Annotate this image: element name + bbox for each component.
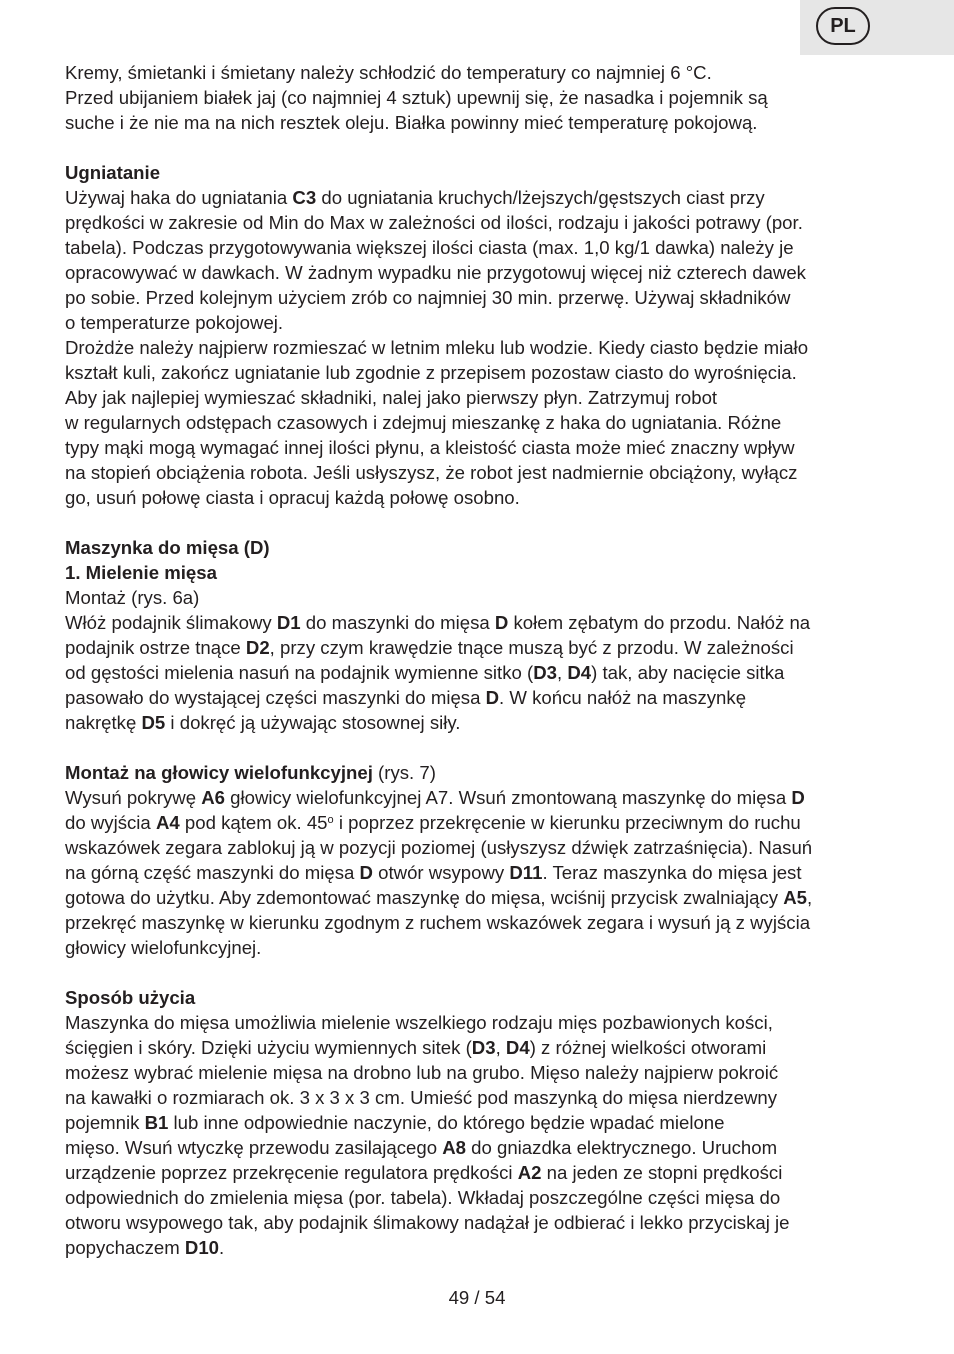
text-line: Montaż (rys. 6a)	[65, 587, 200, 608]
text-line: mięso. Wsuń wtyczkę przewodu zasilającego A8 do gniazdka elektrycznego. Uruchom	[65, 1137, 778, 1158]
text-line: na kawałki o rozmiarach ok. 3 x 3 x 3 cm. Umieść pod maszynką do mięsa nierdzewny	[65, 1087, 778, 1108]
text-line: popychaczem D10.	[65, 1237, 225, 1258]
language-badge: PL	[816, 7, 870, 45]
text-line: ścięgien i skóry. Dzięki użyciu wymiennych sitek (D3, D4) z różnej wielkości otworami	[65, 1037, 767, 1058]
text-line: Włóż podajnik ślimakowy D1 do maszynki do mięsa D kołem zębatym do przodu. Nałóż na	[65, 612, 811, 633]
text-line: opracowywać w dawkach. W żadnym wypadku nie przygotowuj więcej niż czterech dawek	[65, 262, 806, 283]
section-heading-meat-mincer: Maszynka do mięsa (D)	[65, 537, 270, 558]
text-line: urządzenie poprzez przekręcenie regulatora prędkości A2 na jeden ze stopni prędkości	[65, 1162, 783, 1183]
text-line: głowicy wielofunkcyjnej.	[65, 937, 262, 958]
page-content	[65, 60, 895, 1260]
text-line: podajnik ostrze tnące D2, przy czym krawędzie tnące muszą być z przodu. W zależności	[65, 637, 794, 658]
text-line: na górną część maszynki do mięsa D otwór wsypowy D11. Teraz maszynka do mięsa jest	[65, 862, 802, 883]
section-heading-kneading: Ugniatanie	[65, 162, 161, 183]
text-line: Wysuń pokrywę A6 głowicy wielofunkcyjnej A7. Wsuń zmontowaną maszynkę do mięsa D	[65, 787, 805, 808]
text-line: pasowało do wystającej części maszynki do mięsa D. W końcu nałóż na maszynkę	[65, 687, 747, 708]
text-line: Maszynka do mięsa umożliwia mielenie wszelkiego rodzaju mięs pozbawionych kości,	[65, 1012, 773, 1033]
text-line: typy mąki mogą wymagać innej ilości płynu, a kleistość ciasta może mieć znaczny wpływ	[65, 437, 795, 458]
text-line: możesz wybrać mielenie mięsa na drobno lub na grubo. Mięso należy najpierw pokroić	[65, 1062, 779, 1083]
language-tab	[800, 0, 954, 55]
text-line: gotowa do użytku. Aby zdemontować maszynkę do mięsa, wciśnij przycisk zwalniający A5,	[65, 887, 813, 908]
text-line: Aby jak najlepiej wymieszać składniki, nalej jako pierwszy płyn. Zatrzymuj robot	[65, 387, 718, 408]
text-line: po sobie. Przed kolejnym użyciem zrób co najmniej 30 min. przerwę. Używaj składników	[65, 287, 791, 308]
text-line: przekręć maszynkę w kierunku zgodnym z ruchem wskazówek zegara i wysuń ją z wyjścia	[65, 912, 811, 933]
subheading-mincing: 1. Mielenie mięsa	[65, 562, 217, 583]
text-line: odpowiednich do zmielenia mięsa (por. tabela). Wkładaj poszczególne części mięsa do	[65, 1187, 781, 1208]
text-line: w regularnych odstępach czasowych i zdejmuj mieszankę z haka do ugniatania. Różne	[65, 412, 782, 433]
text-line: Przed ubijaniem białek jaj (co najmniej 4 sztuk) upewnij się, że nasadka i pojemnik są	[65, 87, 768, 108]
text-line: pojemnik B1 lub inne odpowiednie naczynie, do którego będzie wpadać mielone	[65, 1112, 725, 1133]
text-line: Drożdże należy najpierw rozmieszać w letnim mleku lub wodzie. Kiedy ciasto będzie miało	[65, 337, 809, 358]
text-line: go, usuń połowę ciasta i opracuj każdą połowę osobno.	[65, 487, 520, 508]
text-line: na stopień obciążenia robota. Jeśli usłyszysz, że robot jest nadmiernie obciążony, wyłącz	[65, 462, 798, 483]
text-line: otworu wsypowego tak, aby podajnik ślimakowy nadążał je odbierać i lekko przyciskaj je	[65, 1212, 790, 1233]
text-line: do wyjścia A4 pod kątem ok. 45$^o$ i poprzez przekręcenie w kierunku przeciwnym do ruchu	[65, 812, 801, 833]
text-line: suche i że nie ma na nich resztek oleju. Białka powinny mieć temperaturę pokojową.	[65, 112, 758, 133]
text-line: nakrętkę D5 i dokręć ją używając stosownej siły.	[65, 712, 461, 733]
text-line: Kremy, śmietanki i śmietany należy schłodzić do temperatury co najmniej 6 °C.	[65, 62, 712, 83]
text-line: kształt kuli, zakończ ugniatanie lub zgodnie z przepisem pozostaw ciasto do wyrośnięcia.	[65, 362, 797, 383]
text-line: tabela). Podczas przygotowywania większej ilości ciasta (max. 1,0 kg/1 dawka) należy je	[65, 237, 794, 258]
text-line: od gęstości mielenia nasuń na podajnik wymienne sitko (D3, D4) tak, aby nacięcie sitka	[65, 662, 785, 683]
text-line: prędkości w zakresie od Min do Max w zależności od ilości, rodzaju i jakości potrawy (por.	[65, 212, 803, 233]
page-number: 49 / 54	[448, 1287, 506, 1308]
section-heading-mounting: Montaż na głowicy wielofunkcyjnej (rys. 7)	[65, 762, 436, 783]
text-line: Używaj haka do ugniatania C3 do ugniatania kruchych/lżejszych/gęstszych ciast przy	[65, 187, 765, 208]
section-heading-usage: Sposób użycia	[65, 987, 196, 1008]
text-line: wskazówek zegara zablokuj ją w pozycji poziomej (usłyszysz dźwięk zatrzaśnięcia). Nasuń	[65, 837, 813, 858]
text-line: o temperaturze pokojowej.	[65, 312, 284, 333]
